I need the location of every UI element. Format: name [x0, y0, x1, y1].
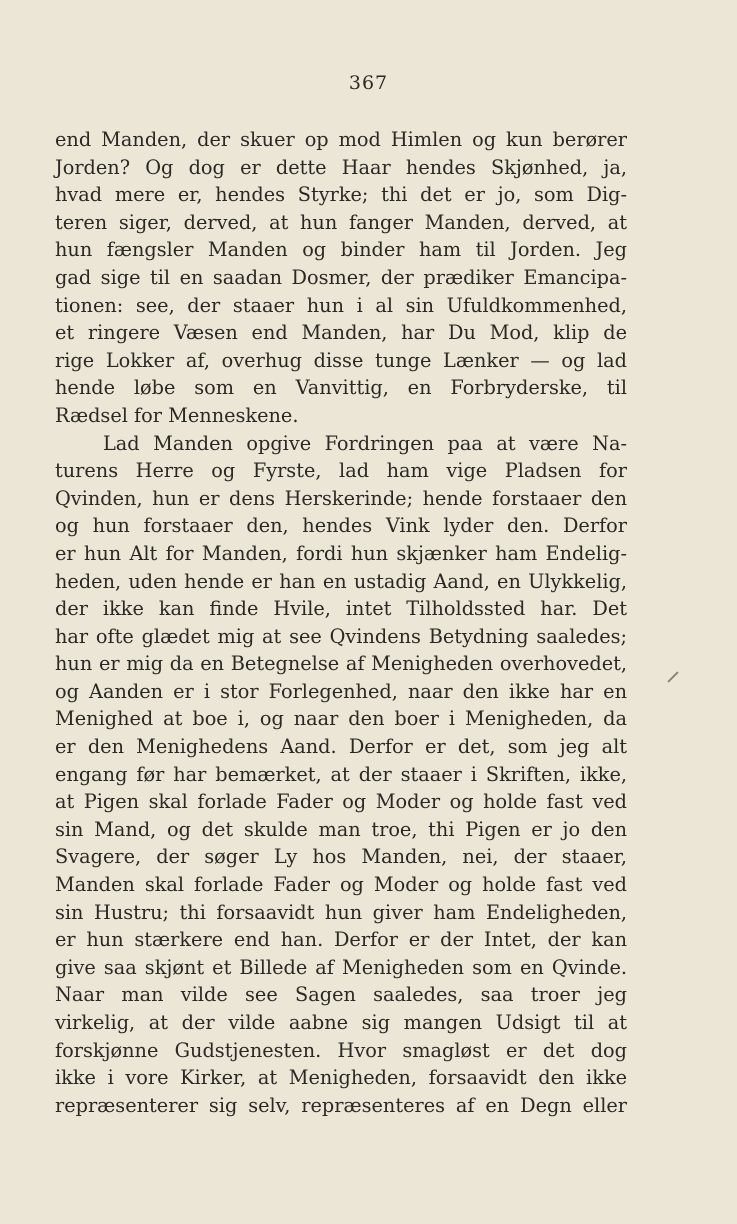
text-line: er hun stærkere end han. Derfor er der Intet, der kan: [55, 928, 627, 952]
text-line: heden, uden hende er han en ustadig Aand, en Ulykkelig,: [55, 569, 627, 593]
text-line: turens Herre og Fyrste, lad ham vige Pladsen for: [55, 459, 627, 483]
text-line: Qvinden, hun er dens Herskerinde; hende forstaaer den: [55, 486, 627, 510]
text-line: gad sige til en saadan Dosmer, der prædiker Emancipa-: [55, 265, 627, 289]
text-line: give saa skjønt et Billede af Menigheden som en Qvinde.: [55, 955, 627, 979]
text-line: Svagere, der søger Ly hos Manden, nei, der staaer,: [55, 845, 627, 869]
text-line: Manden skal forlade Fader og Moder og holde fast ved: [55, 873, 627, 897]
text-line: et ringere Væsen end Manden, har Du Mod, klip de: [55, 321, 627, 345]
text-line: har ofte glædet mig at see Qvindens Betydning saaledes;: [55, 624, 627, 648]
text-line: forskjønne Gudstjenesten. Hvor smagløst er det dog: [55, 1038, 627, 1062]
text-line: og Aanden er i stor Forlegenhed, naar den ikke har en: [55, 679, 627, 703]
text-line: at Pigen skal forlade Fader og Moder og holde fast ved: [55, 790, 627, 814]
text-line: rige Lokker af, overhug disse tunge Lænker — og lad: [55, 348, 627, 372]
text-line: sin Mand, og det skulde man troe, thi Pigen er jo den: [55, 817, 627, 841]
text-line: repræsenterer sig selv, repræsenteres af en Degn eller: [55, 1093, 627, 1117]
text-line: Rædsel for Menneskene.: [55, 403, 299, 427]
text-line: hvad mere er, hendes Styrke; thi det er jo, som Dig-: [55, 183, 627, 207]
text-line: hende løbe som en Vanvittig, en Forbryderske, til: [55, 376, 627, 400]
text-line: engang før har bemærket, at der staaer i Skriften, ikke,: [55, 762, 627, 786]
margin-pencil-mark: [667, 671, 678, 682]
text-line: hun fængsler Manden og binder ham til Jorden. Jeg: [55, 238, 627, 262]
text-line: tionen: see, der staaer hun i al sin Ufuldkommenhed,: [55, 293, 627, 317]
text-line: Menighed at boe i, og naar den boer i Menigheden, da: [55, 707, 627, 731]
text-line: og hun forstaaer den, hendes Vink lyder den. Derfor: [55, 514, 627, 538]
text-line: er hun Alt for Manden, fordi hun skjænker ham Endelig-: [55, 541, 627, 565]
text-line: virkelig, at der vilde aabne sig mangen Udsigt til at: [55, 1011, 627, 1034]
text-line: der ikke kan finde Hvile, intet Tilholdssted har. Det: [55, 597, 627, 621]
text-line: ikke i vore Kirker, at Menigheden, forsaavidt den ikke: [55, 1066, 627, 1090]
text-line: Lad Manden opgive Fordringen paa at være Na-: [103, 431, 627, 455]
text-line: Naar man vilde see Sagen saaledes, saa troer jeg: [55, 983, 627, 1007]
text-line: hun er mig da en Betegnelse af Menigheden overhovedet,: [55, 652, 627, 676]
body-text: [55, 126, 627, 1119]
text-line: Jorden? Og dog er dette Haar hendes Skjønhed, ja,: [55, 155, 627, 179]
text-line: er den Menighedens Aand. Derfor er det, som jeg alt: [55, 735, 627, 759]
text-line: teren siger, derved, at hun fanger Manden, derved, at: [55, 210, 627, 234]
text-line: sin Hustru; thi forsaavidt hun giver ham Endeligheden,: [55, 900, 627, 924]
page-number: 367: [348, 72, 389, 94]
text-line: end Manden, der skuer op mod Himlen og kun berører: [55, 128, 627, 151]
